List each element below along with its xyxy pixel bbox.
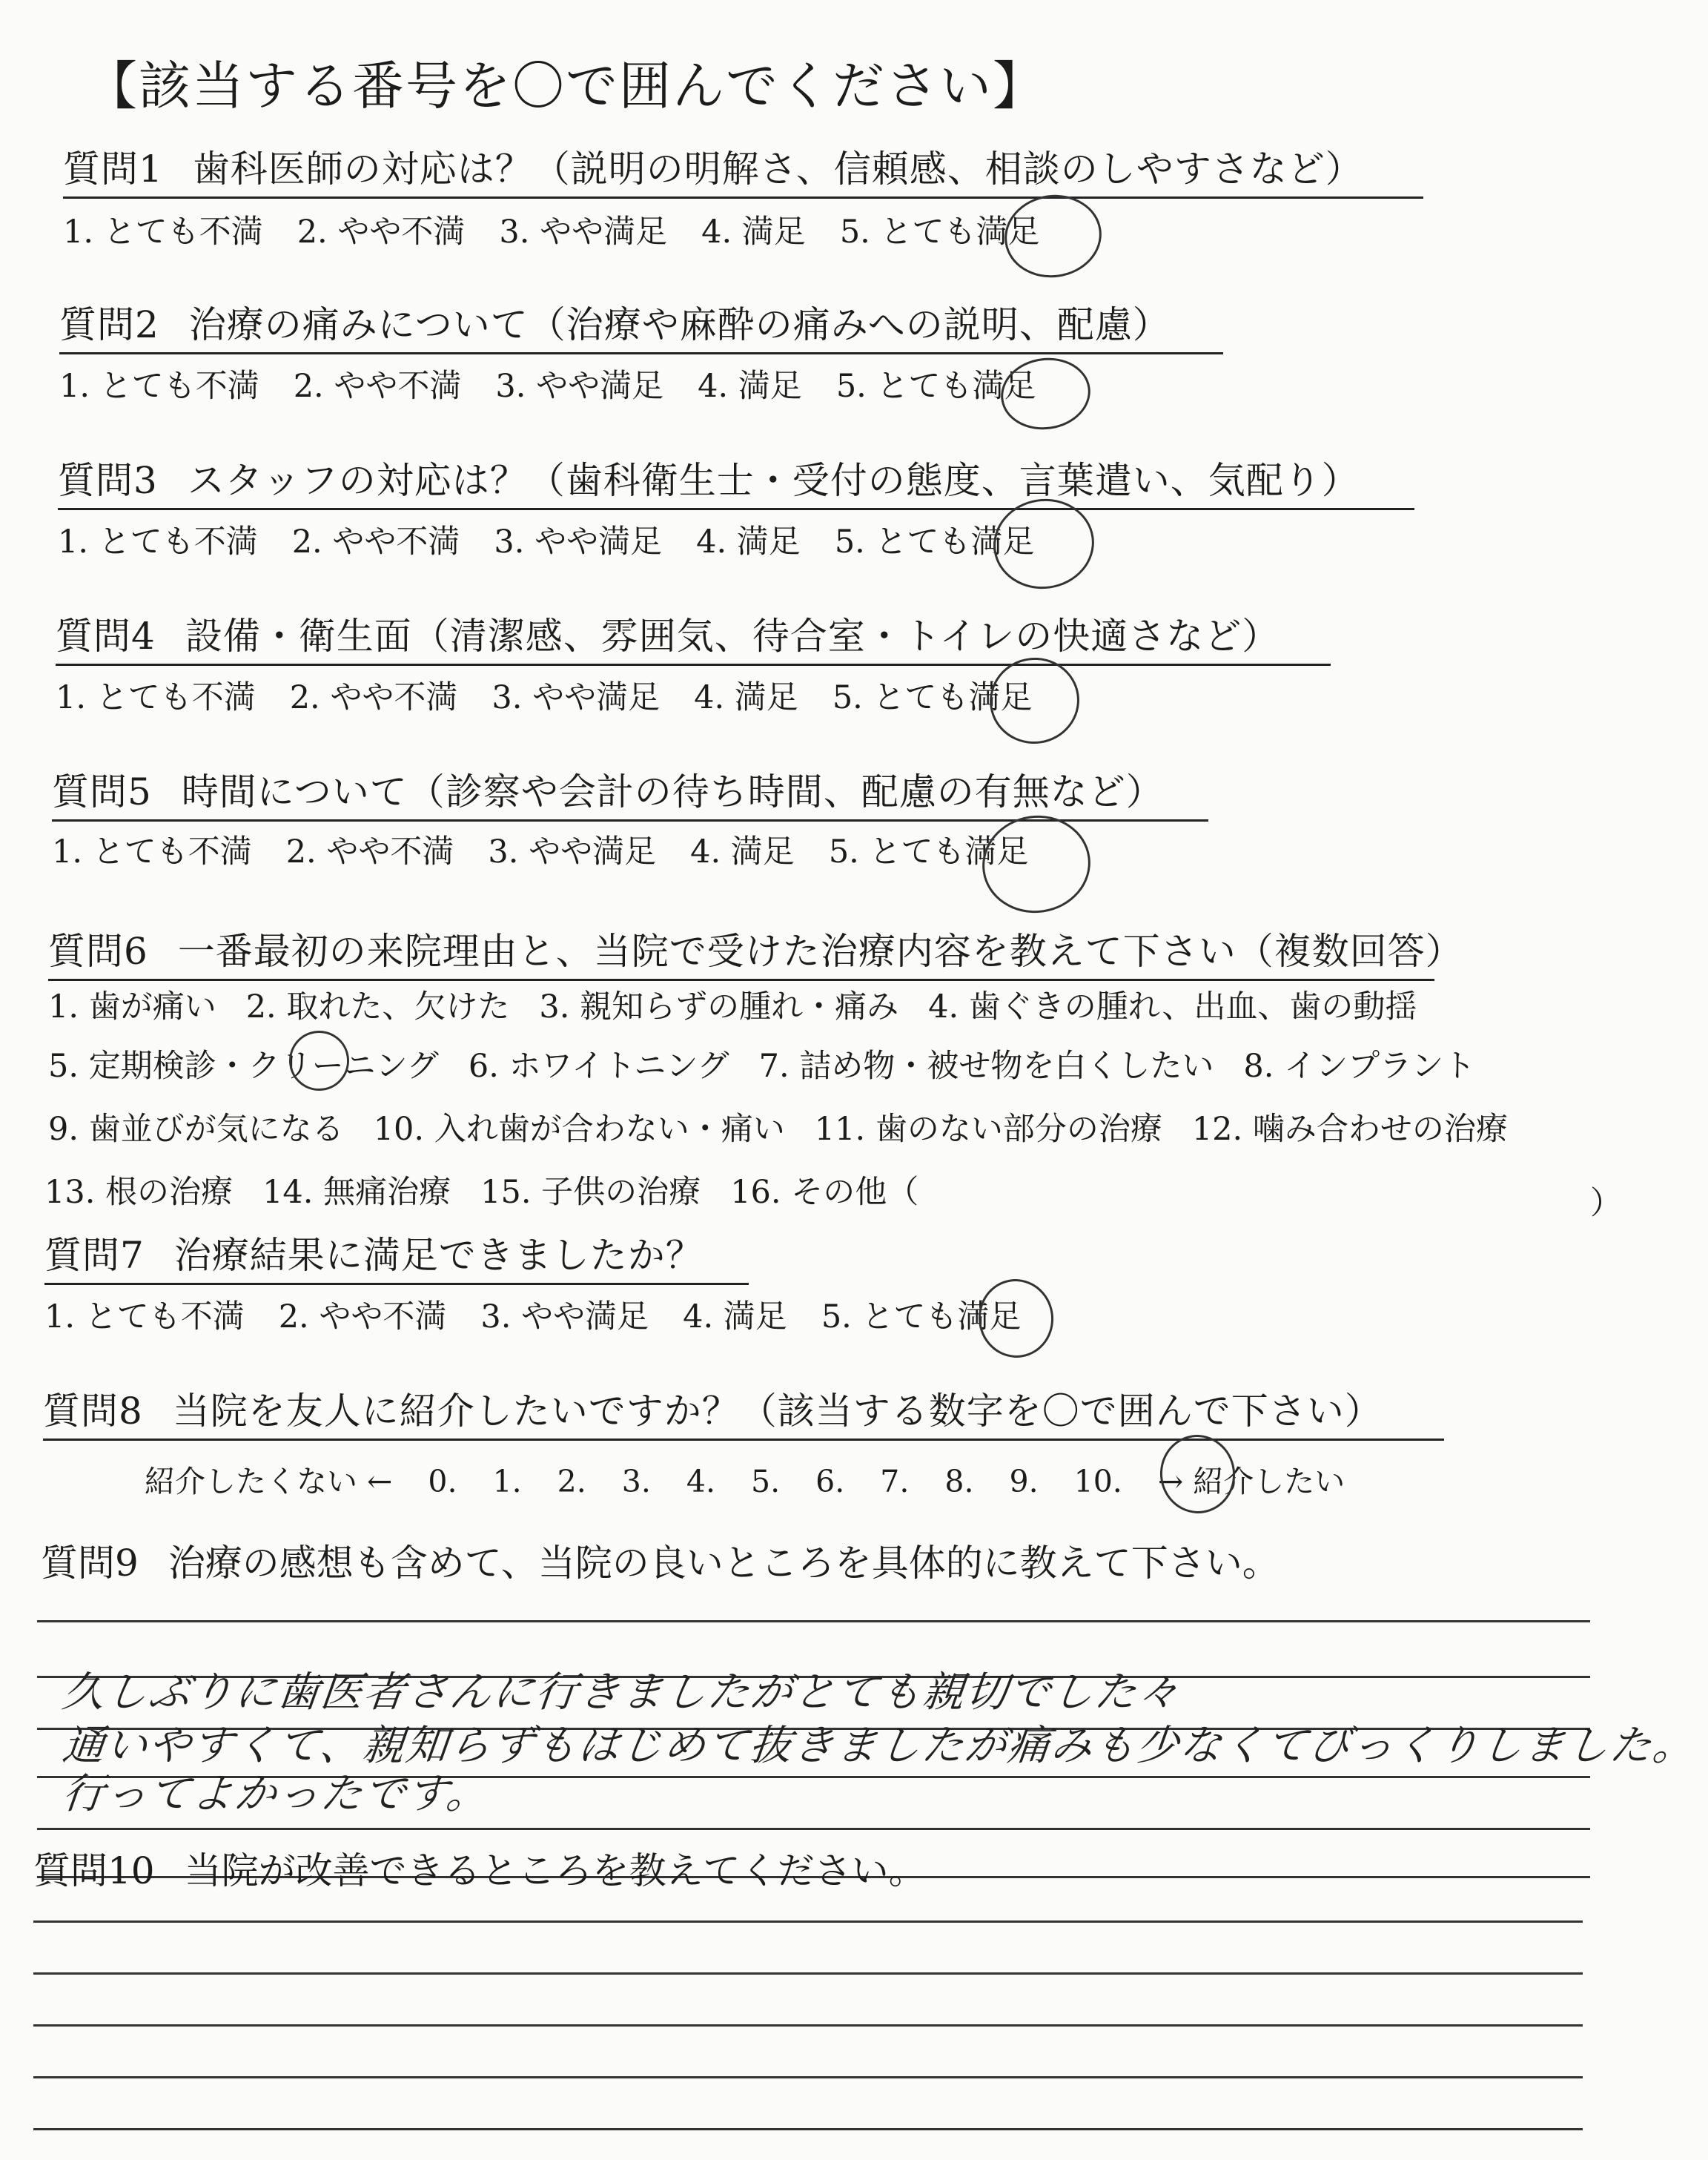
option-1[interactable]: 1. とても不満 xyxy=(52,833,252,871)
option-3[interactable]: 3. やや満足 xyxy=(480,1298,649,1335)
option-12[interactable]: 12. 噛み合わせの治療 xyxy=(1191,1111,1508,1148)
question-text: 治療の痛みについて（治療や麻酔の痛みへの説明、配慮） xyxy=(188,303,1171,346)
question-text: 治療の感想も含めて、当院の良いところを具体的に教えて下さい。 xyxy=(168,1542,1280,1585)
option-1[interactable]: 1. 歯が痛い xyxy=(48,988,216,1025)
option-row-2 xyxy=(48,1046,1505,1087)
scale-5[interactable]: 5. xyxy=(751,1464,781,1499)
option-3[interactable]: 3. やや満足 xyxy=(488,833,657,871)
option-11[interactable]: 11. 歯のない部分の治療 xyxy=(814,1111,1162,1148)
scale-left-label: 紹介したくない ← xyxy=(145,1464,393,1499)
option-4[interactable]: 4. 歯ぐきの腫れ、出血、歯の動揺 xyxy=(928,988,1417,1025)
rating-options xyxy=(56,677,1033,719)
option-2[interactable]: 2. やや不満 xyxy=(285,833,454,871)
option-1[interactable]: 1. とても不満 xyxy=(44,1298,245,1335)
option-1[interactable]: 1. とても不満 xyxy=(58,524,258,561)
answer-line xyxy=(33,1920,1583,1923)
scale-4[interactable]: 4. xyxy=(686,1464,716,1499)
option-row-3 xyxy=(48,1109,1537,1150)
question-text: 治療結果に満足できましたか？ xyxy=(173,1234,704,1277)
option-5[interactable]: 5. とても満足 xyxy=(828,833,1029,871)
option-5[interactable]: 5. とても満足 xyxy=(834,524,1035,561)
question-number: 質問5 xyxy=(52,770,152,813)
option-3[interactable]: 3. やや満足 xyxy=(491,679,661,716)
handwritten-answer-line-1: 久しぶりに歯医者さんに行きましたがとても親切でした々 xyxy=(60,1668,1183,1717)
option-7[interactable]: 7. 詰め物・被せ物を白くしたい xyxy=(758,1048,1214,1085)
option-5[interactable]: 5. 定期検診・クリーニング xyxy=(48,1048,439,1085)
question-number: 質問9 xyxy=(41,1542,139,1585)
question-text: 当院を友人に紹介したいですか？（該当する数字を〇で囲んで下さい） xyxy=(172,1390,1383,1433)
option-4[interactable]: 4. 満足 xyxy=(683,1298,787,1335)
selection-circle xyxy=(984,652,1085,750)
option-15[interactable]: 15. 子供の治療 xyxy=(480,1174,701,1211)
option-1[interactable]: 1. とても不満 xyxy=(63,214,263,251)
selection-circle xyxy=(999,188,1107,283)
option-4[interactable]: 4. 満足 xyxy=(701,214,806,251)
question-number: 質問4 xyxy=(56,615,156,658)
option-4[interactable]: 4. 満足 xyxy=(696,524,801,561)
scale-0[interactable]: 0. xyxy=(428,1464,457,1499)
rating-options xyxy=(44,1296,1022,1338)
option-10[interactable]: 10. 入れ歯が合わない・痛い xyxy=(373,1111,785,1148)
scale-1[interactable]: 1. xyxy=(492,1464,522,1499)
option-3[interactable]: 3. 親知らずの腫れ・痛み xyxy=(539,988,899,1025)
question-number: 質問6 xyxy=(48,930,148,973)
option-6[interactable]: 6. ホワイトニング xyxy=(468,1048,729,1085)
selection-circle xyxy=(976,808,1097,919)
selection-circle xyxy=(973,1274,1059,1362)
option-2[interactable]: 2. 取れた、欠けた xyxy=(245,988,510,1025)
question-text: スタッフの対応は？（歯科衛生士・受付の態度、言葉遣い、気配り） xyxy=(187,459,1360,502)
option-4[interactable]: 4. 満足 xyxy=(690,833,795,871)
option-5[interactable]: 5. とても満足 xyxy=(835,368,1036,405)
question-number: 質問2 xyxy=(59,303,159,346)
answer-line xyxy=(33,2128,1583,2130)
option-2[interactable]: 2. やや不満 xyxy=(297,214,466,251)
question-number: 質問1 xyxy=(63,148,163,191)
scale-7[interactable]: 7. xyxy=(880,1464,910,1499)
scale-9[interactable]: 9. xyxy=(1009,1464,1039,1499)
option-13[interactable]: 13. 根の治療 xyxy=(44,1174,234,1211)
scale-8[interactable]: 8. xyxy=(944,1464,974,1499)
option-5[interactable]: 5. とても満足 xyxy=(839,214,1040,251)
question-text: 設備・衛生面（清潔感、雰囲気、待合室・トイレの快適さなど） xyxy=(185,615,1280,658)
option-3[interactable]: 3. やや満足 xyxy=(494,524,663,561)
option-2[interactable]: 2. やや不満 xyxy=(289,679,458,716)
option-4[interactable]: 4. 満足 xyxy=(694,679,798,716)
option-4[interactable]: 4. 満足 xyxy=(698,368,802,405)
handwritten-answer-line-3: 行ってよかったです。 xyxy=(60,1770,492,1818)
option-16[interactable]: 16. その他（ xyxy=(730,1174,919,1211)
answer-line xyxy=(37,1828,1590,1830)
page-title: 【該当する番号を〇で囲んでください】 xyxy=(85,56,1046,116)
scale-6[interactable]: 6. xyxy=(815,1464,845,1499)
rating-options xyxy=(52,831,1029,873)
answer-line xyxy=(33,2076,1583,2078)
scale-3[interactable]: 3. xyxy=(621,1464,651,1499)
option-1[interactable]: 1. とても不満 xyxy=(59,368,259,405)
question-text: 歯科医師の対応は？（説明の明解さ、信頼感、相談のしやすさなど） xyxy=(192,148,1363,191)
rating-options xyxy=(58,521,1035,563)
option-14[interactable]: 14. 無痛治療 xyxy=(262,1174,451,1211)
answer-line xyxy=(33,1972,1583,1975)
handwritten-answer-line-2: 通いやすくて、親知らずもはじめて抜きましたが痛みも少なくてびっくりしました。 xyxy=(60,1722,1698,1770)
option-8[interactable]: 8. インプラント xyxy=(1243,1048,1476,1085)
option-row-4 xyxy=(44,1172,948,1213)
question-text: 当院が改善できるところを教えてください。 xyxy=(184,1849,926,1892)
question-number: 質問8 xyxy=(43,1390,143,1433)
rating-options xyxy=(63,211,1040,253)
option-5[interactable]: 5. とても満足 xyxy=(832,679,1033,716)
option-2[interactable]: 2. やや不満 xyxy=(291,524,460,561)
option-2[interactable]: 2. やや不満 xyxy=(293,368,462,405)
question-number: 質問3 xyxy=(58,459,158,502)
option-5[interactable]: 5. とても満足 xyxy=(821,1298,1022,1335)
option-row-1 xyxy=(48,986,1446,1028)
question-number: 質問7 xyxy=(44,1234,145,1277)
option-1[interactable]: 1. とても不満 xyxy=(56,679,256,716)
scale-right-label: → 紹介したい xyxy=(1157,1464,1345,1499)
answer-line xyxy=(33,2024,1583,2027)
selection-circle xyxy=(996,352,1095,435)
scale-2[interactable]: 2. xyxy=(557,1464,586,1499)
scale-10[interactable]: 10. xyxy=(1073,1464,1122,1499)
question-text: 一番最初の来院理由と、当院で受けた治療内容を教えて下さい（複数回答） xyxy=(177,930,1463,973)
other-close-paren: ） xyxy=(1590,1185,1622,1222)
answer-line xyxy=(37,1620,1590,1622)
option-9[interactable]: 9. 歯並びが気になる xyxy=(48,1111,344,1148)
option-3[interactable]: 3. やや満足 xyxy=(499,214,668,251)
option-2[interactable]: 2. やや不満 xyxy=(278,1298,447,1335)
question-number: 質問10 xyxy=(33,1849,155,1892)
option-3[interactable]: 3. やや満足 xyxy=(495,368,664,405)
rating-options xyxy=(59,366,1036,407)
selection-circle xyxy=(1155,1430,1240,1518)
question-text: 時間について（診察や会計の待ち時間、配慮の有無など） xyxy=(181,770,1164,813)
